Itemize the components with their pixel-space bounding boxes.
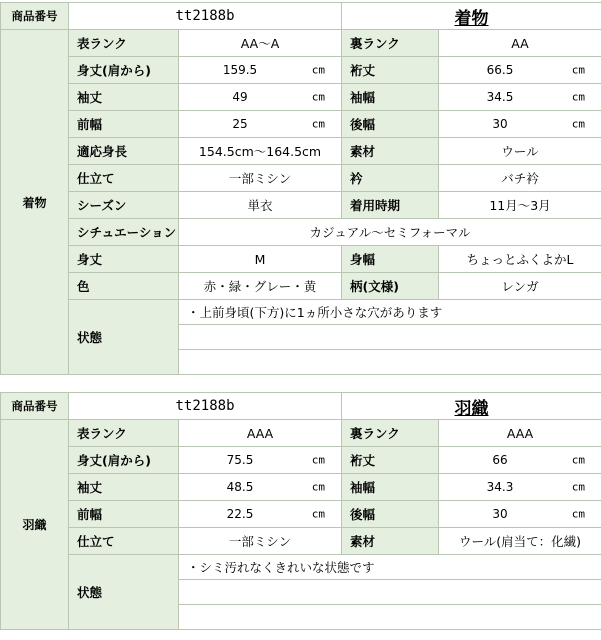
mitake2-label: 身丈 — [69, 246, 179, 273]
maehaba-cell — [179, 111, 342, 138]
sodehaba-label: 袖幅 — [342, 474, 439, 501]
situation-value: カジュアル～セミフォーマル — [179, 219, 601, 246]
sodehaba-label: 袖幅 — [342, 84, 439, 111]
yuki-cell — [439, 57, 601, 84]
ushirohaba-label: 後幅 — [342, 111, 439, 138]
maehaba-cell — [179, 501, 342, 528]
condition-note: ・上前身頃(下方)に1ヵ所小さな穴があります — [179, 300, 601, 325]
situation-label: シチュエーション — [69, 219, 179, 246]
yuki-label: 裄丈 — [342, 447, 439, 474]
unit: cm — [311, 117, 326, 131]
omote-rank-label: 表ランク — [69, 420, 179, 447]
unit: cm — [571, 507, 586, 521]
condition-note: ・シミ汚れなくきれいな状態です — [179, 555, 601, 580]
maehaba-value: 25 — [232, 117, 248, 131]
unit: cm — [571, 90, 586, 104]
shitate-label: 仕立て — [69, 165, 179, 192]
mitake-label: 身丈(肩から) — [69, 447, 179, 474]
period-value: 11月～3月 — [439, 192, 601, 219]
maehaba-label: 前幅 — [69, 501, 179, 528]
mitake-value: 75.5 — [226, 453, 254, 467]
mitake2-value: M — [179, 246, 342, 273]
ura-rank-value: AAA — [439, 420, 601, 447]
product-no-label: 商品番号 — [1, 393, 69, 420]
sodetake-cell — [179, 474, 342, 501]
unit: cm — [311, 480, 326, 494]
sodetake-value: 48.5 — [226, 480, 254, 494]
unit: cm — [571, 117, 586, 131]
sodehaba-cell — [439, 474, 601, 501]
mihaba-value: ちょっとふくよかL — [439, 246, 601, 273]
yuki-cell — [439, 447, 601, 474]
season-value: 単衣 — [179, 192, 342, 219]
sozai-value: ウール(肩当て：化繊) — [439, 528, 601, 555]
mitake-cell — [179, 447, 342, 474]
product-no: tt2188b — [69, 3, 342, 30]
pattern-label: 柄(文様) — [342, 273, 439, 300]
color-value: 赤・緑・グレー・黄 — [179, 273, 342, 300]
condition-blank-line — [179, 325, 601, 350]
sozai-label: 素材 — [342, 528, 439, 555]
haori-table — [0, 392, 601, 630]
omote-rank-value: AAA — [179, 420, 342, 447]
unit: cm — [571, 480, 586, 494]
unit: cm — [571, 453, 586, 467]
omote-rank-label: 表ランク — [69, 30, 179, 57]
yuki-value: 66 — [492, 453, 508, 467]
shitate-label: 仕立て — [69, 528, 179, 555]
section-side-label: 羽織 — [1, 420, 69, 630]
sozai-value: ウール — [439, 138, 601, 165]
sodetake-value: 49 — [232, 90, 248, 104]
ushirohaba-label: 後幅 — [342, 501, 439, 528]
ura-rank-label: 裏ランク — [342, 420, 439, 447]
sodehaba-cell — [439, 84, 601, 111]
period-label: 着用時期 — [342, 192, 439, 219]
ushirohaba-cell — [439, 111, 601, 138]
mitake-value: 159.5 — [222, 63, 258, 77]
sodehaba-value: 34.5 — [486, 90, 514, 104]
maehaba-value: 22.5 — [226, 507, 254, 521]
mitake-cell — [179, 57, 342, 84]
sodetake-label: 袖丈 — [69, 84, 179, 111]
shitate-value: 一部ミシン — [179, 528, 342, 555]
product-no: tt2188b — [69, 393, 342, 420]
kimono-table — [0, 2, 601, 375]
ushirohaba-value: 30 — [492, 507, 508, 521]
ura-rank-value: AA — [439, 30, 601, 57]
pattern-value: レンガ — [439, 273, 601, 300]
tekiou-label: 適応身長 — [69, 138, 179, 165]
yuki-label: 裄丈 — [342, 57, 439, 84]
sodetake-cell — [179, 84, 342, 111]
unit: cm — [311, 63, 326, 77]
condition-blank-line — [179, 580, 601, 605]
sodetake-label: 袖丈 — [69, 474, 179, 501]
product-no-label: 商品番号 — [1, 3, 69, 30]
section-side-label: 着物 — [1, 30, 69, 375]
tekiou-value: 154.5cm～164.5cm — [179, 138, 342, 165]
eri-value: バチ衿 — [439, 165, 601, 192]
unit: cm — [311, 507, 326, 521]
shitate-value: 一部ミシン — [179, 165, 342, 192]
ura-rank-label: 裏ランク — [342, 30, 439, 57]
maehaba-label: 前幅 — [69, 111, 179, 138]
condition-blank-line — [179, 350, 601, 375]
condition-blank-line — [179, 605, 601, 630]
season-label: シーズン — [69, 192, 179, 219]
section-title: 羽織 — [342, 393, 601, 420]
color-label: 色 — [69, 273, 179, 300]
unit: cm — [311, 453, 326, 467]
condition-label: 状態 — [69, 300, 179, 375]
ushirohaba-cell — [439, 501, 601, 528]
section-title: 着物 — [342, 3, 601, 30]
sodehaba-value: 34.3 — [486, 480, 514, 494]
mihaba-label: 身幅 — [342, 246, 439, 273]
condition-label: 状態 — [69, 555, 179, 630]
mitake-label: 身丈(肩から) — [69, 57, 179, 84]
yuki-value: 66.5 — [486, 63, 514, 77]
unit: cm — [571, 63, 586, 77]
eri-label: 衿 — [342, 165, 439, 192]
unit: cm — [311, 90, 326, 104]
ushirohaba-value: 30 — [492, 117, 508, 131]
sozai-label: 素材 — [342, 138, 439, 165]
omote-rank-value: AA～A — [179, 30, 342, 57]
